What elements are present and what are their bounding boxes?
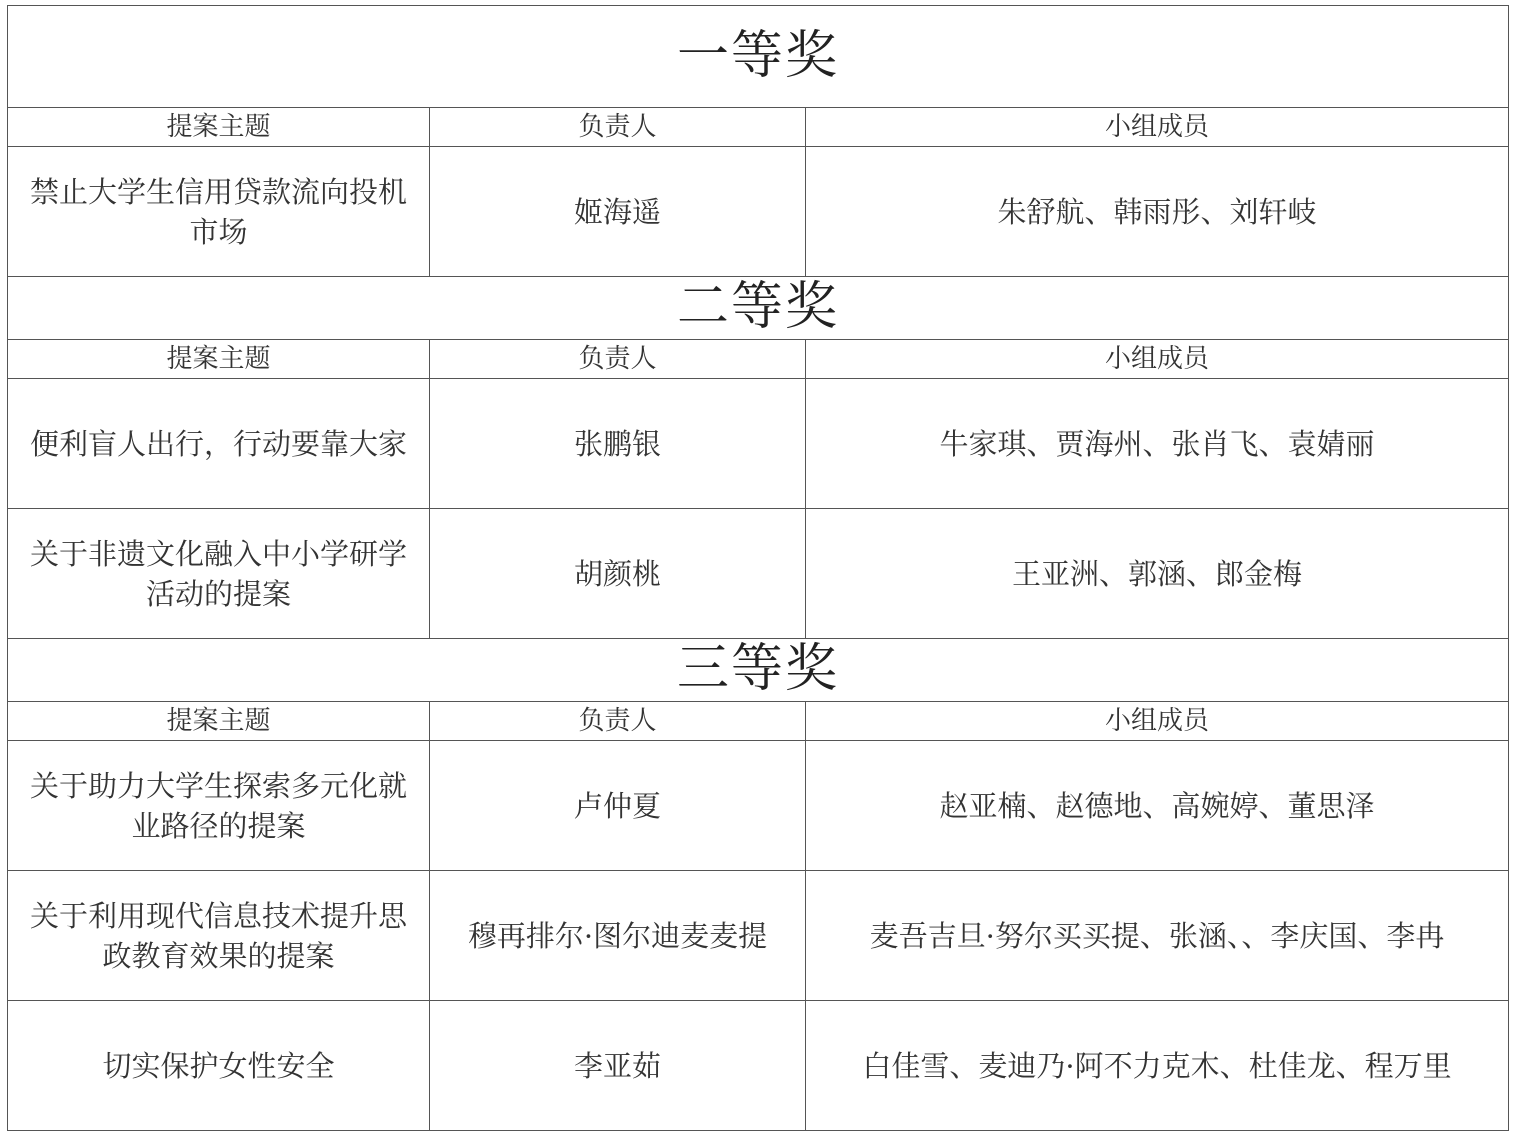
proposal-topic: 切实保护女性安全 bbox=[8, 1001, 430, 1131]
section-title-first-prize: 一等奖 bbox=[8, 6, 1509, 108]
section-title-row-second-prize bbox=[8, 277, 1509, 340]
table-row bbox=[8, 509, 1509, 639]
proposal-topic: 禁止大学生信用贷款流向投机市场 bbox=[8, 147, 430, 277]
header-members: 小组成员 bbox=[806, 340, 1509, 379]
proposal-members: 王亚洲、郭涵、郎金梅 bbox=[806, 509, 1509, 639]
proposal-members: 赵亚楠、赵德地、高婉婷、董思泽 bbox=[806, 741, 1509, 871]
section-title-third-prize: 三等奖 bbox=[8, 639, 1509, 702]
section-title-row-third-prize bbox=[8, 639, 1509, 702]
proposal-members: 麦吾吉旦·努尔买买提、张涵、、李庆国、李冉 bbox=[806, 871, 1509, 1001]
section-title-row-first-prize bbox=[8, 6, 1509, 108]
header-topic: 提案主题 bbox=[8, 702, 430, 741]
header-members: 小组成员 bbox=[806, 702, 1509, 741]
header-row bbox=[8, 702, 1509, 741]
proposal-leader: 卢仲夏 bbox=[430, 741, 806, 871]
table-row bbox=[8, 1001, 1509, 1131]
header-row bbox=[8, 108, 1509, 147]
proposal-members: 朱舒航、韩雨彤、刘轩岐 bbox=[806, 147, 1509, 277]
proposal-leader: 张鹏银 bbox=[430, 379, 806, 509]
header-leader: 负责人 bbox=[430, 108, 806, 147]
table-row bbox=[8, 741, 1509, 871]
proposal-topic: 关于非遗文化融入中小学研学活动的提案 bbox=[8, 509, 430, 639]
header-topic: 提案主题 bbox=[8, 108, 430, 147]
proposal-leader: 穆再排尔·图尔迪麦麦提 bbox=[430, 871, 806, 1001]
header-leader: 负责人 bbox=[430, 340, 806, 379]
proposal-leader: 姬海遥 bbox=[430, 147, 806, 277]
header-topic: 提案主题 bbox=[8, 340, 430, 379]
table-row bbox=[8, 379, 1509, 509]
proposal-topic: 关于利用现代信息技术提升思政教育效果的提案 bbox=[8, 871, 430, 1001]
header-members: 小组成员 bbox=[806, 108, 1509, 147]
table-row bbox=[8, 871, 1509, 1001]
section-title-second-prize: 二等奖 bbox=[8, 277, 1509, 340]
proposal-leader: 胡颜桃 bbox=[430, 509, 806, 639]
header-leader: 负责人 bbox=[430, 702, 806, 741]
proposal-members: 白佳雪、麦迪乃·阿不力克木、杜佳龙、程万里 bbox=[806, 1001, 1509, 1131]
table-row bbox=[8, 147, 1509, 277]
proposal-topic: 关于助力大学生探索多元化就业路径的提案 bbox=[8, 741, 430, 871]
proposal-members: 牛家琪、贾海州、张肖飞、袁婧丽 bbox=[806, 379, 1509, 509]
header-row bbox=[8, 340, 1509, 379]
awards-table bbox=[7, 5, 1509, 1131]
proposal-leader: 李亚茹 bbox=[430, 1001, 806, 1131]
proposal-topic: 便利盲人出行，行动要靠大家 bbox=[8, 379, 430, 509]
